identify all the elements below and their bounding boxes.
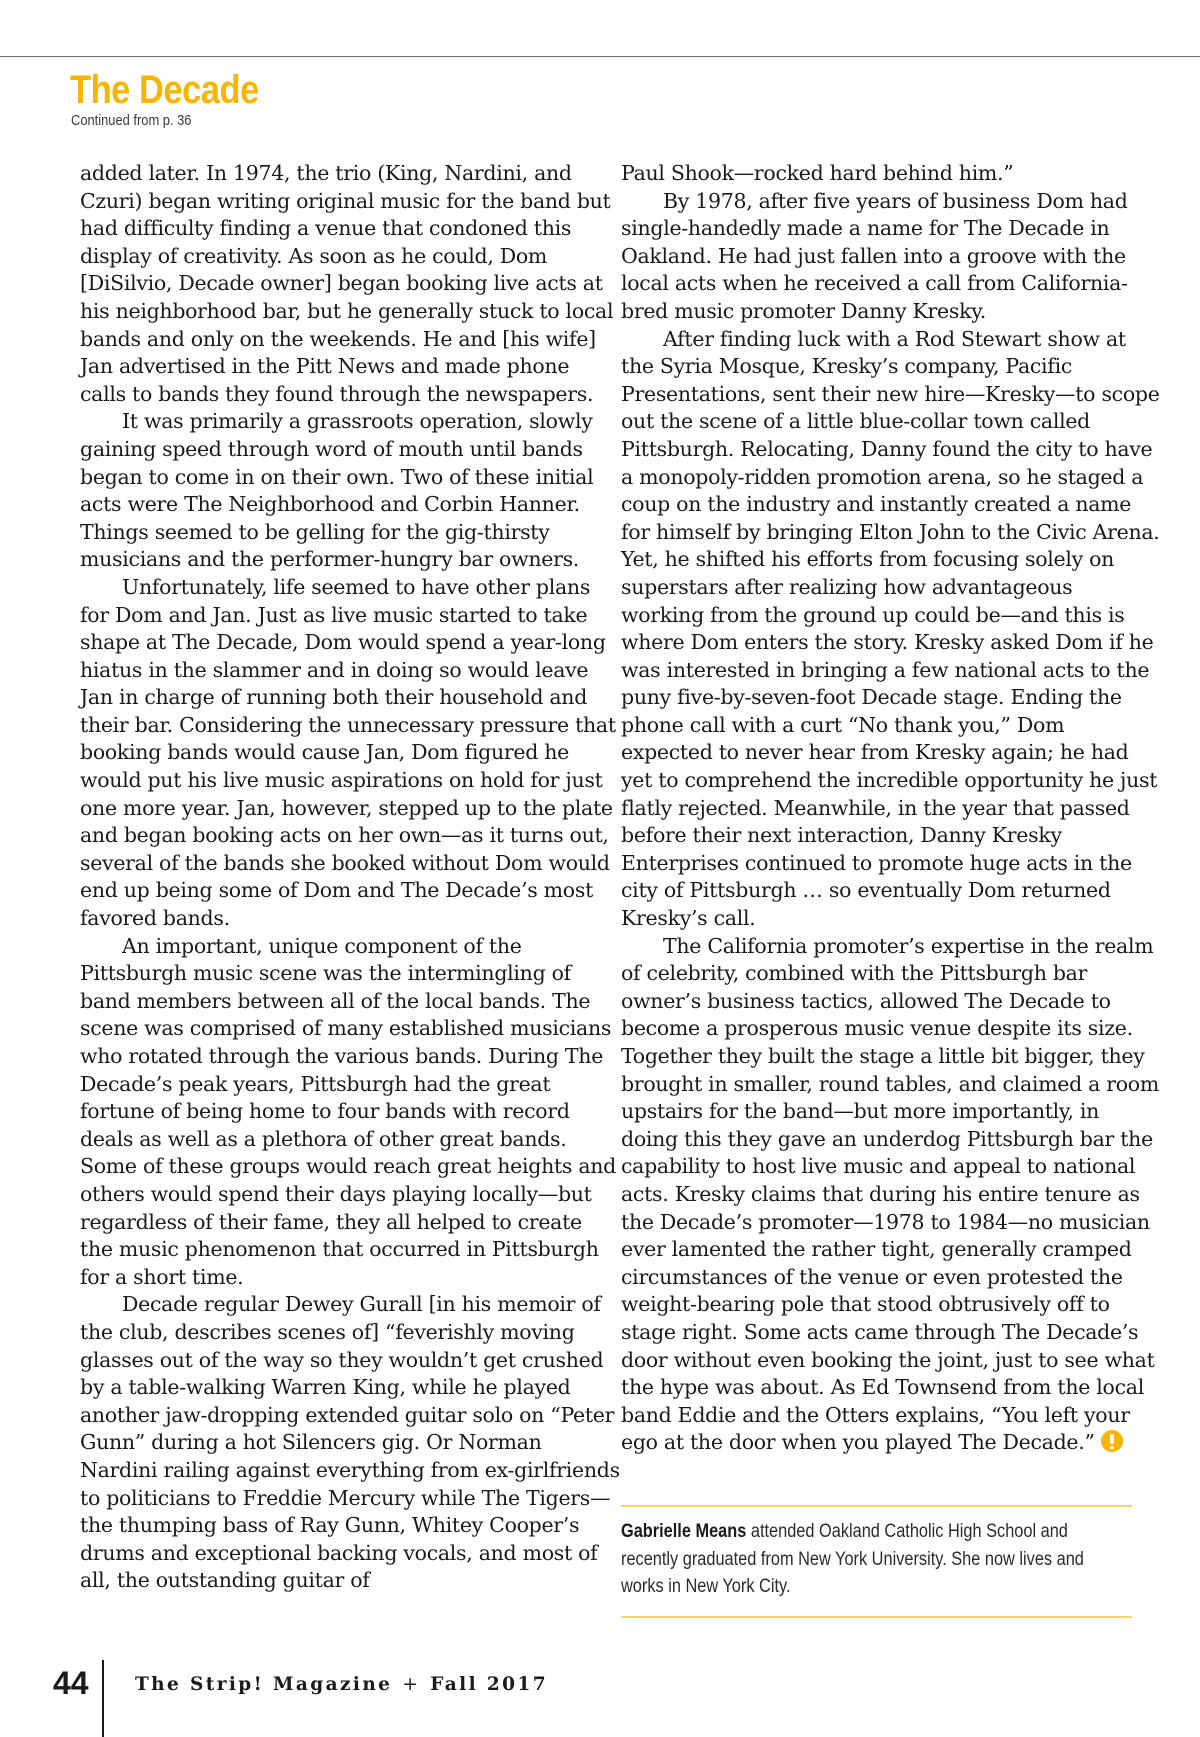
paragraph: Paul Shook—rocked hard behind him.” — [621, 161, 1014, 185]
paragraph: By 1978, after five years of business Dom had single-handedly made a name for The Decade in Oakland. He had just fallen into a groove with the local acts when he received a call from California-bred music promoter Danny Kresky. — [621, 188, 1128, 323]
author-bio-text — [621, 1518, 1128, 1601]
paragraph: Unfortunately, life seemed to have other plans for Dom and Jan. Just as live music started to take shape at The Decade, Dom would spend a year-long hiatus in the slammer and in doing so would leave Jan in charge of running both their household and their bar. Considering the unnecessary pressure that booking bands would cause Jan, Dom figured he would put his live music aspirations on hold for just one more year. Jan, however, stepped up to the plate and began booking acts on her own—as it turns out, several of the bands she booked without Dom would end up being some of Dom and The Decade’s most favored bands. — [80, 574, 616, 931]
article-column-right — [621, 160, 1161, 1457]
paragraph: After finding luck with a Rod Stewart show at the Syria Mosque, Kresky’s company, Pacific Presentations, sent their new hire—Kresky—to scope out the scene of a little blue-collar town called Pittsburgh. Relocating, Danny found the city to have a monopoly-ridden promotion arena, so he staged a coup on the industry and instantly created a name for himself by bringing Elton John to the Civic Arena. Yet, he shifted his efforts from focusing solely on superstars after realizing how advantageous working from the ground up could be—and this is where Dom enters the story. Kresky asked Dom if he was interested in bringing a few national acts to the puny five-by-seven-foot Decade stage. Ending the phone call with a curt “No thank you,” Dom expected to never hear from Kresky again; he had yet to comprehend the incredible opportunity he just flatly rejected. Meanwhile, in the year that passed before their next interaction, Danny Kresky Enterprises continued to promote huge acts in the city of Pittsburgh … so eventually Dom returned Kresky’s call. — [621, 326, 1160, 931]
continued-note: Continued from p. 36 — [71, 112, 192, 129]
footer-separator: + — [402, 1674, 421, 1695]
author-name: Gabrielle Means — [621, 1521, 747, 1542]
page-number: 44 — [53, 1665, 89, 1701]
article-column-left — [80, 160, 620, 1595]
paragraph: added later. In 1974, the trio (King, Nardini, and Czuri) began writing original music for the band but had difficulty finding a venue that condoned this display of creativity. As soon as he could, Dom [DiSilvio, Decade owner] began booking live acts at his neighborhood bar, but he generally stuck to local bands and only on the weekends. He and [his wife] Jan advertised in the Pitt News and made phone calls to bands they found through the newspapers. — [80, 161, 614, 406]
paragraph-final — [621, 933, 1161, 1457]
author-bio — [621, 1505, 1132, 1618]
footer-divider — [102, 1660, 104, 1737]
issue-label: Fall 2017 — [430, 1674, 548, 1695]
article-title: The Decade — [70, 68, 259, 112]
paragraph-final-text: The California promoter’s expertise in the realm of celebrity, combined with the Pittsburgh bar owner’s business tactics, allowed The Decade to become a prosperous music venue despite its size. Together they built the stage a little bit bigger, they brought in smaller, round tables, and claimed a room upstairs for the band—but more importantly, in doing this they gave an underdog Pittsburgh bar the capability to host live music and appeal to national acts. Kresky claims that during his entire tenure as the Decade’s promoter—1978 to 1984—no musician ever lamented the rather tight, generally cramped circumstances of the venue or even protested the weight-bearing pole that stood obtrusively off to stage right. Some acts came through The Decade’s door without even booking the joint, just to see what the hype was about. As Ed Townsend from the local band Eddie and the Otters explains, “You left your ego at the door when you played The Decade.” — [621, 933, 1159, 1455]
paragraph: Decade regular Dewey Gurall [in his memoir of the club, describes scenes of] “feverishly moving glasses out of the way so they wouldn’t get crushed by a table-walking Warren King, while he played another jaw-dropping extended guitar solo on “Peter Gunn” during a hot Silencers gig. Or Norman Nardini railing against everything from ex-girlfriends to politicians to Freddie Mercury while The Tigers—the thumping bass of Ray Gunn, Whitey Cooper’s drums and exceptional backing vocals, and most of all, the outstanding guitar of — [80, 1292, 620, 1593]
paragraph: An important, unique component of the Pittsburgh music scene was the intermingling of band members between all of the local bands. The scene was comprised of many established musicians who rotated through the various bands. During The Decade’s peak years, Pittsburgh had the great fortune of being home to four bands with record deals as well as a plethora of other great bands. Some of these groups would reach great heights and others would spend their days playing locally—but regardless of their fame, they all helped to create the music phenomenon that occurred in Pittsburgh for a short time. — [80, 933, 616, 1289]
footer-publication — [135, 1674, 548, 1696]
top-divider — [0, 56, 1200, 57]
magazine-name: The Strip! Magazine — [135, 1674, 393, 1695]
paragraph: It was primarily a grassroots operation, slowly gaining speed through word of mouth until bands began to come in on their own. Two of these initial acts were The Neighborhood and Corbin Hanner. Things seemed to be gelling for the gig-thirsty musicians and the performer-hungry bar owners. — [80, 409, 594, 572]
author-bio-description: attended Oakland Catholic High School and recently graduated from New York University. She now lives and works in New York City. — [621, 1521, 1084, 1597]
exclamation-circle-icon — [1101, 1430, 1123, 1452]
